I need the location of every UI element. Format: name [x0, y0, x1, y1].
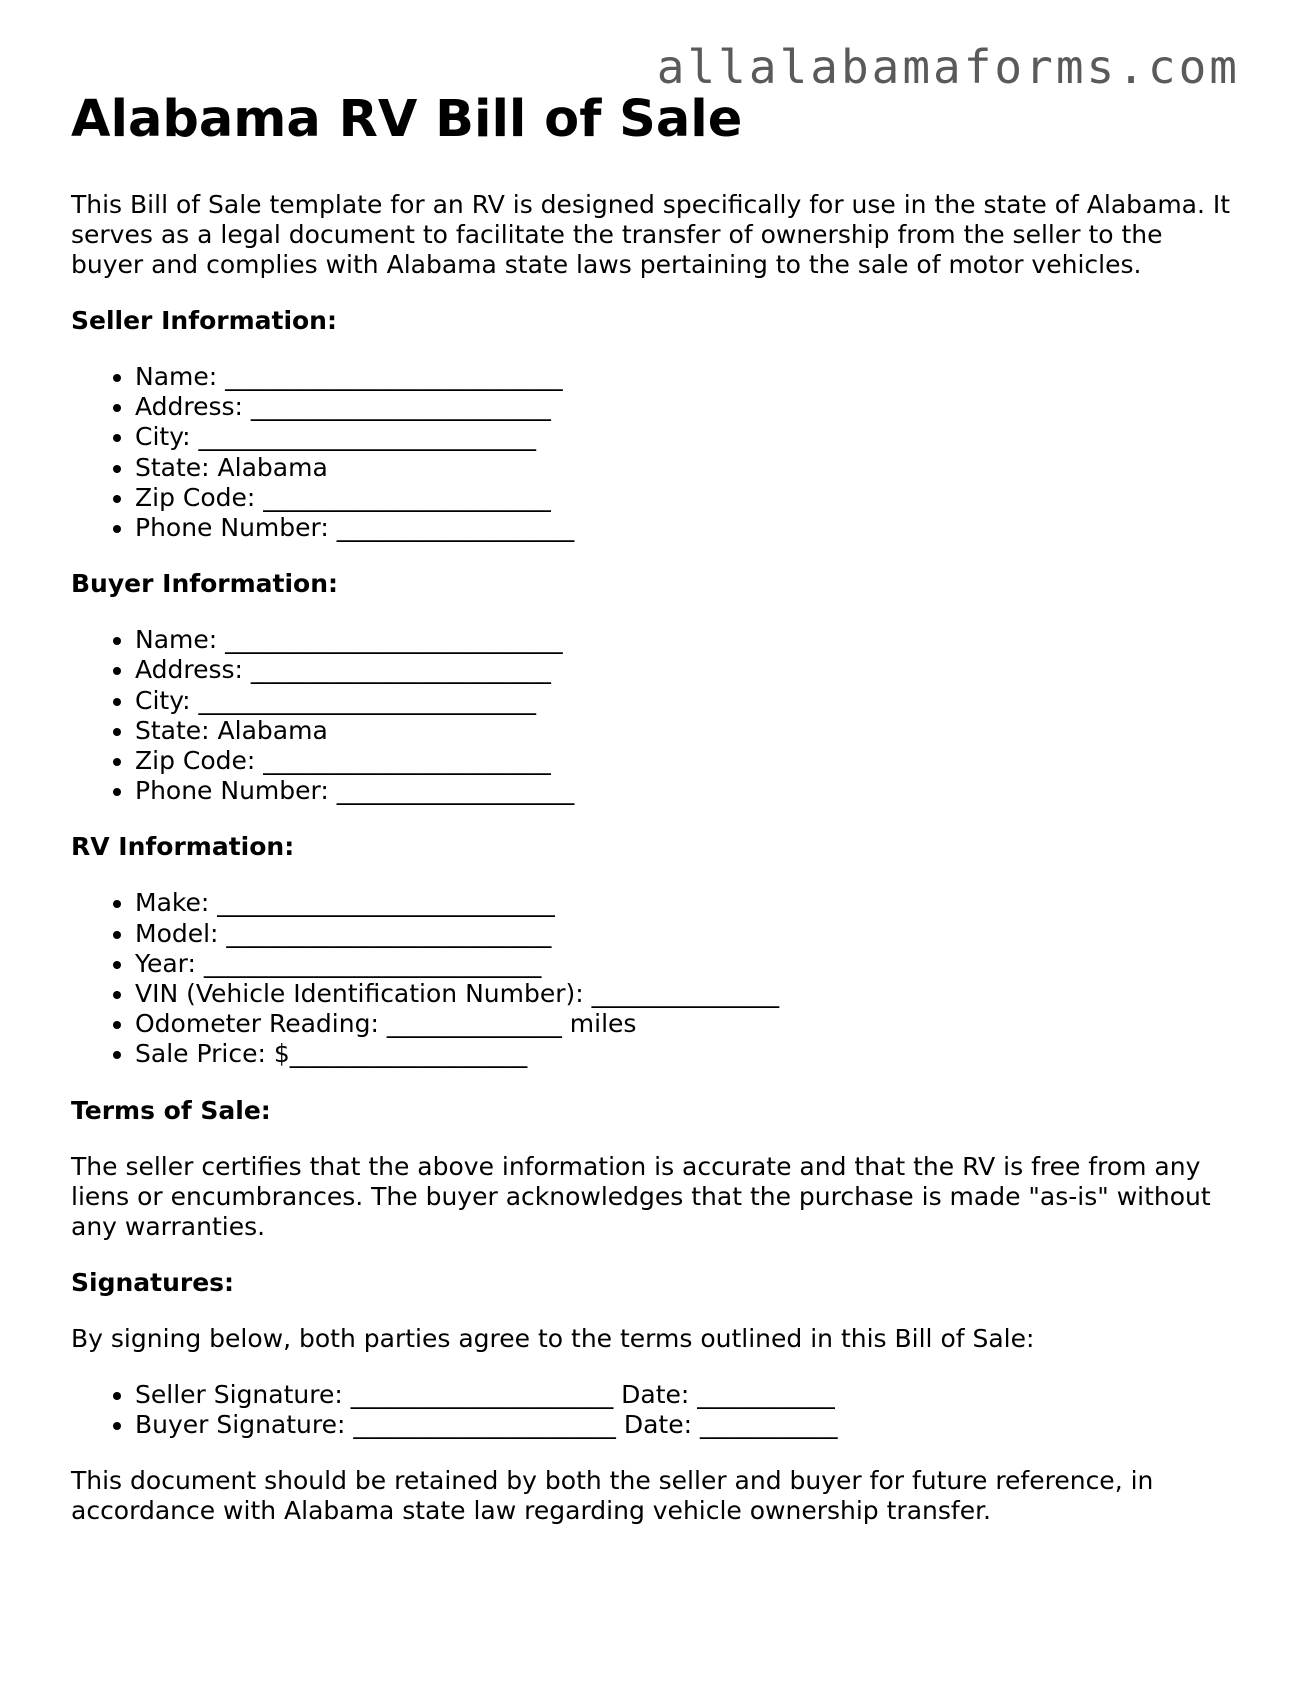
document-page [71, 88, 1241, 1526]
seller-state-field: • State: Alabama [135, 453, 1241, 483]
signatures-intro: By signing below, both parties agree to the terms outlined in this Bill of Sale: [71, 1323, 1035, 1353]
intro-paragraph: This Bill of Sale template for an RV is designed specifically for use in the state of Alabama. It serves as a legal document to facilitate the transfer of ownership from the seller to the buyer and complies with Alabama state laws pertaining to the sale of motor vehicles. [71, 190, 1231, 279]
signatures-section-heading: Signatures: [71, 1267, 235, 1297]
site-watermark: allalabamaforms.com [656, 40, 1240, 94]
rv-sale-price-field: • Sale Price: $___________________ [135, 1039, 1241, 1069]
seller-info-list [71, 362, 1241, 543]
rv-info-list [71, 888, 1241, 1069]
buyer-city-field: • City: ___________________________ [135, 686, 1241, 716]
seller-name-field: • Name: ___________________________ [135, 362, 1241, 392]
seller-signature-line: • Seller Signature: _____________________ Date: ___________ [135, 1380, 1241, 1410]
rv-odometer-field: • Odometer Reading: ______________ miles [135, 1009, 1241, 1039]
rv-make-field: • Make: ___________________________ [135, 888, 1241, 918]
rv-section-heading: RV Information: [71, 832, 295, 862]
rv-vin-field: • VIN (Vehicle Identification Number): _______________ [135, 979, 1241, 1009]
seller-zip-field: • Zip Code: _______________________ [135, 483, 1241, 513]
seller-section-heading: Seller Information: [71, 306, 337, 335]
terms-paragraph: The seller certifies that the above information is accurate and that the RV is free from any liens or encumbrances. The buyer acknowledges that the purchase is made "as-is" without any warranties. [71, 1151, 1211, 1241]
buyer-info-list [71, 625, 1241, 806]
seller-phone-field: • Phone Number: ___________________ [135, 513, 1241, 543]
buyer-section-heading: Buyer Information: [71, 569, 339, 599]
buyer-zip-field: • Zip Code: _______________________ [135, 746, 1241, 776]
signatures-list [71, 1380, 1241, 1440]
page-title: Alabama RV Bill of Sale [71, 90, 743, 149]
seller-city-field: • City: ___________________________ [135, 422, 1241, 452]
buyer-name-field: • Name: ___________________________ [135, 625, 1241, 655]
closing-paragraph: This document should be retained by both the seller and buyer for future reference, in accordance with Alabama state law regarding vehicle ownership transfer. [71, 1466, 1154, 1526]
rv-model-field: • Model: __________________________ [135, 919, 1241, 949]
buyer-signature-line: • Buyer Signature: _____________________ Date: ___________ [135, 1410, 1241, 1440]
buyer-state-field: • State: Alabama [135, 716, 1241, 746]
seller-address-field: • Address: ________________________ [135, 392, 1241, 422]
rv-year-field: • Year: ___________________________ [135, 949, 1241, 979]
terms-section-heading: Terms of Sale: [71, 1095, 271, 1125]
buyer-phone-field: • Phone Number: ___________________ [135, 776, 1241, 806]
buyer-address-field: • Address: ________________________ [135, 655, 1241, 685]
